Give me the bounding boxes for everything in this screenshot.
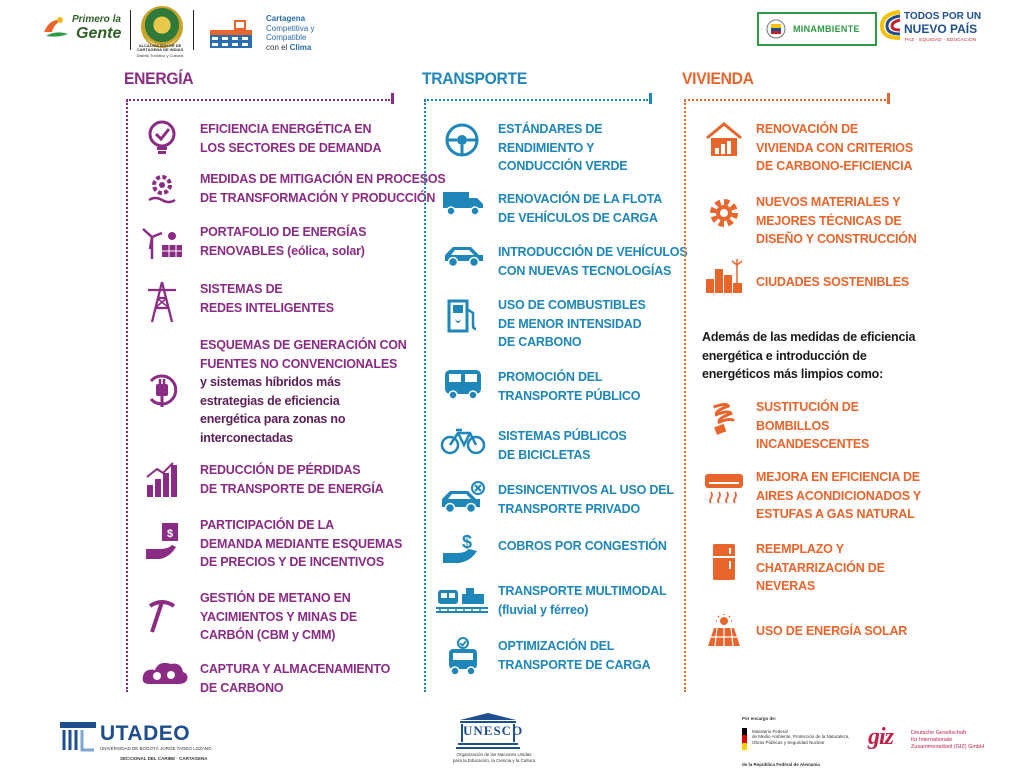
cartagena-climate-icon xyxy=(206,16,256,52)
item-line: SISTEMAS PÚBLICOS xyxy=(498,429,627,443)
republica-label: de la República Federal de Alemania xyxy=(742,762,820,767)
item-line: DE CARBONO xyxy=(498,335,582,349)
transporte-item-flota xyxy=(440,190,662,227)
item-line: DE TRANSPORTE DE ENERGÍA xyxy=(200,481,384,496)
factory-gear-icon xyxy=(140,170,184,206)
primero-la-label: Primero la xyxy=(72,14,121,25)
item-line: (fluvial y férreo) xyxy=(498,602,589,617)
item-line: CONDUCCIÓN VERDE xyxy=(498,159,628,173)
item-line: EFICIENCIA ENERGÉTICA EN xyxy=(200,122,372,136)
item-line: ESQUEMAS DE GENERACIÓN CON xyxy=(200,338,407,352)
giz-full-name: Deutsche Gesellschaft für Internationale Zusammenarbeit (GIZ) GmbH xyxy=(911,730,985,750)
hand-money-icon xyxy=(140,516,184,570)
city-icon xyxy=(702,259,746,295)
alcaldia-sub-label: Distrito Turístico y Cultural xyxy=(136,53,184,58)
german-flag-icon xyxy=(742,728,747,750)
item-line: VIVIENDA CON CRITERIOS xyxy=(756,140,913,155)
energia-item-metano xyxy=(140,589,357,645)
item-line: DE CARBONO xyxy=(200,680,284,695)
car-icon xyxy=(440,243,486,273)
ministerio-label: Ministerio Federal de Medio Ambiente, Protección de la Naturaleza, Obras Públicas y Seguridad Nuclear xyxy=(752,729,850,745)
colombia-shield-icon xyxy=(765,18,787,40)
item-line: CHATARRIZACIÓN DE xyxy=(756,560,885,575)
item-line: CON NUEVAS TECNOLOGÍAS xyxy=(498,263,672,278)
lightbulb-check-icon xyxy=(140,120,184,156)
item-line: RENOVACIÓN DE xyxy=(756,122,859,136)
vivienda-title: VIVIENDA xyxy=(682,69,754,88)
item-line: FUENTES NO CONVENCIONALES xyxy=(200,356,398,371)
item-line: INTRODUCCIÓN DE VEHÍCULOS xyxy=(498,245,688,259)
transporte-item-desincentivos xyxy=(440,481,674,518)
vivienda-item-renovacion xyxy=(702,120,913,176)
item-line: SUSTITUCIÓN DE xyxy=(756,400,859,414)
item-line: PORTAFOLIO DE ENERGÍAS xyxy=(200,225,367,239)
power-tower-icon xyxy=(140,280,184,320)
item-line: BOMBILLOS xyxy=(756,418,830,433)
gente-label: Gente xyxy=(76,25,122,42)
unesco-label: UNESCO xyxy=(463,723,524,738)
vivienda-item-materiales xyxy=(702,193,917,249)
item-line: CAPTURA Y ALMACENAMIENTO xyxy=(200,662,391,676)
utadeo-sub-label: UNIVERSIDAD DE BOGOTÁ JORGE TADEO LOZANO xyxy=(100,746,212,751)
item-line: LOS SECTORES DE DEMANDA xyxy=(200,140,382,155)
fuel-pump-icon xyxy=(440,296,486,336)
utadeo-sub2-label: SECCIONAL DEL CARIBE · CARTAGENA xyxy=(120,756,208,761)
cfl-bulb-icon xyxy=(702,398,746,438)
steering-wheel-icon xyxy=(440,120,484,160)
transporte-item-cobros xyxy=(440,531,667,567)
bar-chart-icon xyxy=(140,461,184,499)
item-line: DE CARBONO-EFICIENCIA xyxy=(756,159,913,173)
item-line: RENDIMIENTO Y xyxy=(498,140,595,155)
item-line: energética para zonas no xyxy=(200,412,346,426)
transporte-item-bicicletas xyxy=(440,427,627,464)
item-line: SISTEMAS DE xyxy=(200,282,283,296)
nuevo-pais-label: NUEVO PAÍS xyxy=(904,22,978,36)
item-line: TRANSPORTE DE CARGA xyxy=(498,657,651,672)
energia-item-captura xyxy=(140,660,390,697)
solar-panel-icon xyxy=(702,612,746,652)
cartagena-label: Cartagena Competitiva y Compatible con el Clima xyxy=(266,14,315,52)
item-line: DEMANDA MEDIANTE ESQUEMAS xyxy=(200,536,403,551)
svg-text:$: $ xyxy=(166,528,174,540)
hand-dollar-icon xyxy=(440,531,486,567)
item-line: MEJORA EN EFICIENCIA DE xyxy=(756,470,920,484)
item-line: DE PRECIOS Y DE INCENTIVOS xyxy=(200,555,384,569)
item-line: DE MENOR INTENSIDAD xyxy=(498,316,642,331)
transporte-item-publico xyxy=(440,368,640,405)
item-line: CARBÓN (CBM y CMM) xyxy=(200,628,336,642)
item-line: DE TRANSFORMACIÓN Y PRODUCCIÓN xyxy=(200,190,436,205)
item-line: interconectadas xyxy=(200,430,293,445)
energia-divider xyxy=(126,99,390,101)
energia-side-line xyxy=(126,100,128,692)
vivienda-item-bombillos xyxy=(702,398,869,454)
item-line: OPTIMIZACIÓN DEL xyxy=(498,639,615,653)
transporte-item-multimodal xyxy=(436,582,666,619)
vivienda-item-aires xyxy=(702,468,921,524)
vivienda-note xyxy=(702,328,915,384)
energia-item-redes xyxy=(140,280,334,320)
header-separator-2 xyxy=(193,10,194,50)
car-cross-icon xyxy=(440,481,486,517)
item-line: CIUDADES SOSTENIBLES xyxy=(756,275,909,289)
item-line: MEDIDAS DE MITIGACIÓN EN PROCESOS xyxy=(200,172,446,186)
energia-item-participacion xyxy=(140,516,402,572)
note-line: energética e introducción de xyxy=(702,348,867,363)
item-line: INCANDESCENTES xyxy=(756,437,870,451)
cartagena-logo xyxy=(206,16,256,52)
transporte-title: TRANSPORTE xyxy=(422,69,527,88)
energia-item-eficiencia xyxy=(140,120,381,157)
transporte-item-vehiculos xyxy=(440,243,687,280)
todos-por-un-nuevo-pais-icon xyxy=(878,8,902,42)
vivienda-item-neveras xyxy=(702,540,885,596)
vivienda-item-solar xyxy=(702,612,907,652)
energia-item-generacion xyxy=(140,336,407,447)
item-line: GESTIÓN DE METANO EN xyxy=(200,591,351,605)
item-line: PARTICIPACIÓN DE LA xyxy=(200,518,334,532)
item-line: COBROS POR CONGESTIÓN xyxy=(498,539,667,553)
item-line: RENOVACIÓN DE LA FLOTA xyxy=(498,192,663,206)
vivienda-item-ciudades xyxy=(702,259,909,295)
vivienda-side-line xyxy=(684,100,686,692)
item-line: USO DE ENERGÍA SOLAR xyxy=(756,624,908,638)
truck-icon xyxy=(440,190,486,220)
item-line: TRANSPORTE MULTIMODAL xyxy=(498,584,667,598)
primero-la-gente-icon xyxy=(40,14,70,40)
note-line: Además de las medidas de eficiencia xyxy=(702,330,916,344)
truck-check-icon xyxy=(440,637,486,677)
transporte-divider-end xyxy=(649,93,652,104)
item-line: USO DE COMBUSTIBLES xyxy=(498,298,646,312)
todos-por-un-label: TODOS POR UN xyxy=(904,11,982,22)
pickaxe-icon xyxy=(140,589,184,643)
unesco-sub1-label: Organización de las Naciones Unidas xyxy=(456,752,532,757)
item-line: NEVERAS xyxy=(756,579,816,593)
item-line: YACIMIENTOS Y MINAS DE xyxy=(200,609,357,624)
por-encargo-label: Por encargo de: xyxy=(742,716,777,721)
house-chart-icon xyxy=(702,120,746,160)
item-line: DESINCENTIVOS AL USO DEL xyxy=(498,483,674,497)
item-line: REDES INTELIGENTES xyxy=(200,300,334,315)
item-line: ESTÁNDARES DE xyxy=(498,122,603,136)
energia-item-perdidas xyxy=(140,461,383,499)
tagline-label: PAZ · EQUIDAD · EDUCACIÓN xyxy=(905,37,977,42)
multimodal-icon xyxy=(436,582,488,618)
transporte-item-combustibles xyxy=(440,296,646,352)
air-conditioner-icon xyxy=(702,468,746,508)
item-line: RENOVABLES (eólica, solar) xyxy=(200,243,365,258)
vivienda-divider-end xyxy=(887,93,890,104)
energia-divider-end xyxy=(391,93,394,104)
minambiente-logo xyxy=(757,12,877,46)
vivienda-divider xyxy=(684,99,886,101)
item-line: TRANSPORTE PÚBLICO xyxy=(498,388,641,403)
utadeo-logo-icon xyxy=(58,720,98,752)
utadeo-label: UTADEO xyxy=(100,722,191,745)
minambiente-label: MINAMBIENTE xyxy=(793,24,860,34)
note-line: energéticos más limpios como: xyxy=(702,367,884,381)
gear-icon xyxy=(702,193,746,233)
item-line: PROMOCIÓN DEL xyxy=(498,370,603,384)
energia-item-renovables xyxy=(140,223,366,260)
energia-title: ENERGÍA xyxy=(124,69,194,88)
item-line: estrategias de eficiencia xyxy=(200,393,340,408)
item-line: MEJORES TÉCNICAS DE xyxy=(756,213,902,228)
carbon-cloud-icon xyxy=(140,660,190,690)
alcaldia-label: ALCALDÍA MAYOR DE CARTAGENA DE INDIAS xyxy=(136,43,184,53)
energia-item-mitigacion xyxy=(140,170,446,207)
item-line: AIRES ACONDICIONADOS Y xyxy=(756,488,922,503)
bus-icon xyxy=(440,368,486,404)
fridge-icon xyxy=(702,540,746,584)
plug-leaf-icon xyxy=(140,336,184,446)
item-line: NUEVOS MATERIALES Y xyxy=(756,195,901,209)
transporte-side-line xyxy=(424,100,426,692)
svg-text:$: $ xyxy=(461,532,473,552)
unesco-sub2-label: para la Educación, la Ciencia y la Cultura xyxy=(452,758,536,763)
item-line: y sistemas híbridos más xyxy=(200,375,341,389)
alcaldia-seal xyxy=(141,6,183,48)
transporte-item-estandares xyxy=(440,120,627,176)
item-line: DE BICICLETAS xyxy=(498,447,591,462)
transporte-divider xyxy=(424,99,648,101)
item-line: REEMPLAZO Y xyxy=(756,542,844,556)
wind-solar-icon xyxy=(140,223,184,259)
item-line: DISEÑO Y CONSTRUCCIÓN xyxy=(756,232,917,246)
transporte-item-optimizacion xyxy=(440,637,650,677)
item-line: TRANSPORTE PRIVADO xyxy=(498,501,641,516)
header-separator xyxy=(130,10,131,50)
primero-la-gente-logo xyxy=(40,12,130,46)
item-line: DE VEHÍCULOS DE CARGA xyxy=(498,210,658,225)
giz-logo-label: giz xyxy=(868,724,894,750)
bicycle-icon xyxy=(440,427,486,457)
item-line: REDUCCIÓN DE PÉRDIDAS xyxy=(200,463,361,477)
item-line: ESTUFAS A GAS NATURAL xyxy=(756,507,915,521)
